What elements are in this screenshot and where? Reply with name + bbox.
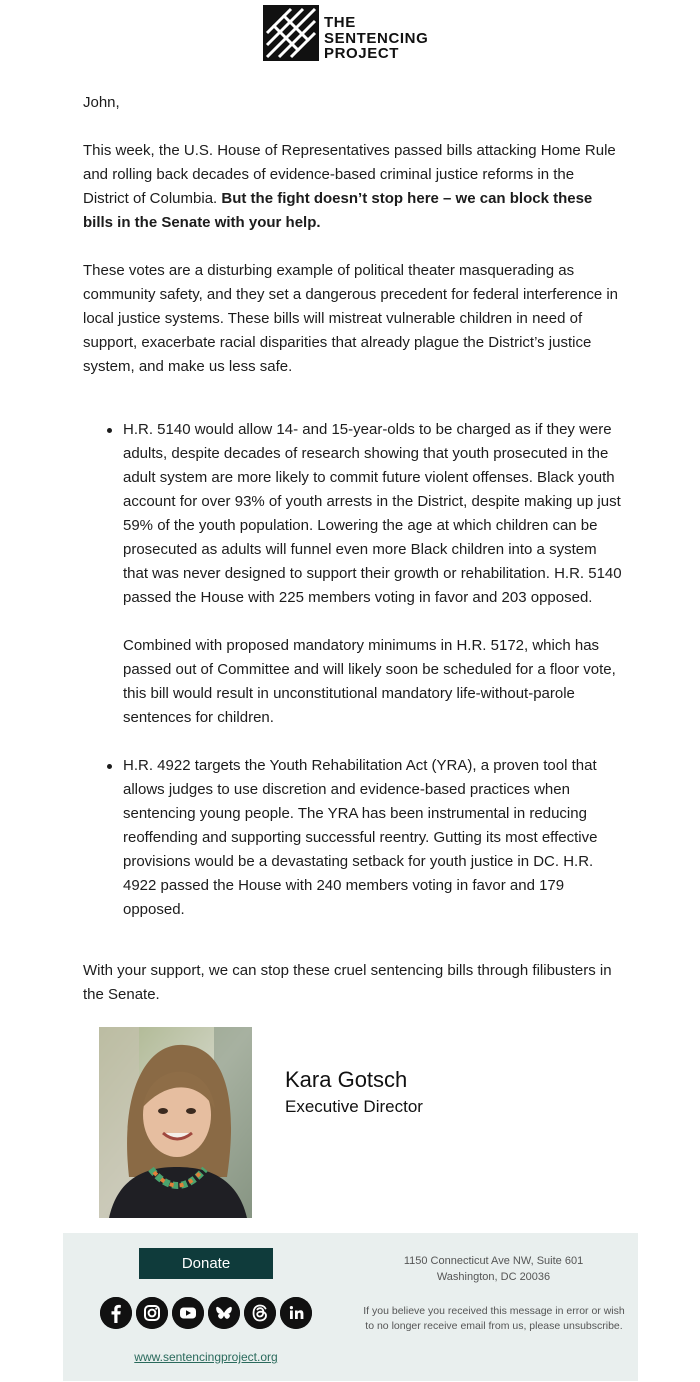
bill-hr4922-text: H.R. 4922 targets the Youth Rehabilitation Act (YRA), a proven tool that allows judges to use discretion and evidence-based practices when sentencing young people. The YRA has been instrumental in reducing reoffending and supporting successful reentry. Gutting its most effective provisions would be a devastating setback for youth justice in DC. H.R. 4922 passed the House with 240 members voting in favor and 179 opposed.: [123, 757, 598, 918]
address-line-2: Washington, DC 20036: [436, 1271, 551, 1283]
intro-text: This week, the U.S. House of Representatives passed bills attacking Home Rule and rolling back decades of evidence-based criminal justice reforms in the District of Columbia.: [83, 142, 616, 207]
signature-photo: [99, 1027, 252, 1218]
signature-name: Kara Gotsch: [285, 1067, 408, 1092]
logo-mark-icon: [263, 5, 319, 61]
social-links: [100, 1297, 315, 1331]
intro-bold-text: But the fight doesn’t stop here – we can block these bills in the Senate with your help.: [83, 190, 593, 231]
website-link[interactable]: www.sentencingproject.org: [134, 1350, 278, 1364]
bill-list: [83, 418, 623, 922]
linkedin-icon[interactable]: [280, 1297, 312, 1329]
bullet-icon: [107, 428, 112, 433]
list-item: [83, 754, 623, 922]
logo-line-3: PROJECT: [324, 45, 400, 62]
closing-paragraph: With your support, we can stop these cruel sentencing bills through filibusters in the Senate.: [83, 962, 612, 1003]
bill-hr5140-continuation: Combined with proposed mandatory minimums in H.R. 5172, which has passed out of Committee and will likely soon be scheduled for a floor vote, this bill would result in unconstitutional mandatory life-without-parole sentences for children.: [123, 637, 616, 726]
donate-button[interactable]: Donate: [139, 1248, 273, 1279]
greeting: John,: [83, 94, 120, 111]
logo-wordmark: [324, 15, 428, 62]
signature-title: Executive Director: [285, 1097, 423, 1116]
list-item: [83, 418, 623, 610]
email-footer: [63, 1233, 638, 1381]
unsubscribe-note[interactable]: If you believe you received this message in error or wish to no longer receive email from us, please unsubscribe.: [363, 1305, 625, 1332]
mailing-address: [381, 1253, 606, 1285]
logo-line-2: SENTENCING: [324, 29, 429, 47]
address-line-1: 1150 Connecticut Ave NW, Suite 601: [403, 1255, 584, 1267]
bullet-icon: [107, 764, 112, 769]
bill-hr5140-text: H.R. 5140 would allow 14- and 15-year-olds to be charged as if they were adults, despite decades of research showing that youth prosecuted in the adult system are more likely to commit future violent offenses. Black youth account for over 93% of youth arrests in the District, despite making up just 59% of the youth population. Lowering the age at which children can be prosecuted as adults will funnel even more Black children into a system that was never designed to support their growth or rehabilitation. H.R. 5140 passed the House with 225 members voting in favor and 203 opposed.: [123, 421, 622, 606]
logo-line-1: THE: [324, 14, 356, 31]
youtube-icon[interactable]: [172, 1297, 204, 1329]
bluesky-icon[interactable]: [208, 1297, 240, 1329]
instagram-icon[interactable]: [136, 1297, 168, 1329]
intro-paragraph: [83, 139, 623, 235]
threads-icon[interactable]: [244, 1297, 276, 1329]
email-header: [0, 0, 700, 70]
context-paragraph: These votes are a disturbing example of political theater masquerading as community safety, and they set a dangerous precedent for federal interference in local justice systems. These bills will mistreat vulnerable children in need of support, exacerbate racial disparities that already plague the District’s justice system, and make us less safe.: [83, 262, 619, 375]
sentencing-project-logo[interactable]: [263, 5, 439, 62]
facebook-icon[interactable]: [100, 1297, 132, 1329]
